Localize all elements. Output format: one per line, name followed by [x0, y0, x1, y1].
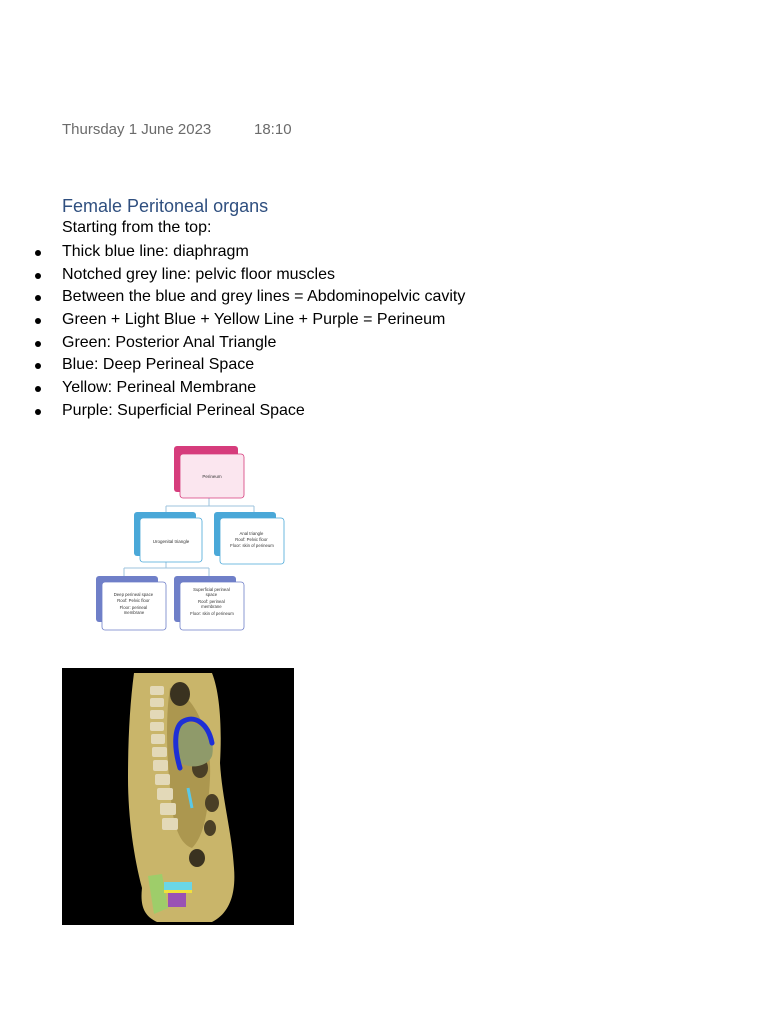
chart-node-superficial-line2: space [205, 592, 218, 597]
chart-node-anal-line2: Roof: Pelvic floor [235, 537, 268, 542]
superficial-perineal-region [168, 893, 186, 907]
list-item: Purple: Superficial Perineal Space [0, 400, 700, 423]
perineum-org-chart-image [94, 444, 294, 634]
chart-node-deep-line2: Roof: Pelvic floor [117, 598, 150, 603]
page-time: 18:10 [254, 121, 292, 138]
note-intro: Starting from the top: [62, 219, 212, 236]
list-item: Green: Posterior Anal Triangle [0, 332, 700, 355]
list-item: Thick blue line: diaphragm [0, 241, 700, 264]
chart-node-anal-line3: Floor: skin of perineum [230, 543, 274, 548]
deep-perineal-region [164, 882, 192, 890]
list-item: Notched grey line: pelvic floor muscles [0, 264, 700, 287]
chart-node-superficial-line1: Superficial perineal [193, 587, 230, 592]
list-item: Yellow: Perineal Membrane [0, 377, 700, 400]
list-item: Blue: Deep Perineal Space [0, 354, 700, 377]
chart-node-superficial-line3: Roof: perineal [198, 599, 225, 604]
chart-node-deep-line3: Floor: perineal [119, 605, 148, 610]
chart-node-urogenital-label: Urogenital triangle [152, 539, 190, 544]
chart-node-deep-space [96, 576, 166, 630]
list-item: Green + Light Blue + Yellow Line + Purple = Perineum [0, 309, 700, 332]
chart-node-deep-line1: Deep perineal space [113, 592, 154, 597]
perineal-membrane-line [164, 890, 192, 893]
bullet-list [0, 241, 700, 423]
page-meta [62, 121, 292, 138]
list-item: Between the blue and grey lines = Abdominopelvic cavity [0, 286, 700, 309]
chart-node-superficial-line4: membrane [201, 604, 222, 609]
chart-node-root [174, 446, 244, 498]
chart-node-anal-line1: Anal triangle [239, 531, 264, 536]
chart-node-superficial-space [174, 576, 244, 630]
chart-node-root-label: Perineum [202, 474, 222, 479]
page-title: Female Peritoneal organs [62, 196, 269, 216]
chart-node-deep-line4: membrane [123, 610, 145, 615]
page-date: Thursday 1 June 2023 [62, 121, 212, 138]
chart-node-anal [214, 512, 284, 564]
sagittal-section-image [62, 668, 294, 925]
chart-node-superficial-line5: Floor: skin of perineum [190, 611, 234, 616]
chart-node-urogenital [134, 512, 202, 562]
